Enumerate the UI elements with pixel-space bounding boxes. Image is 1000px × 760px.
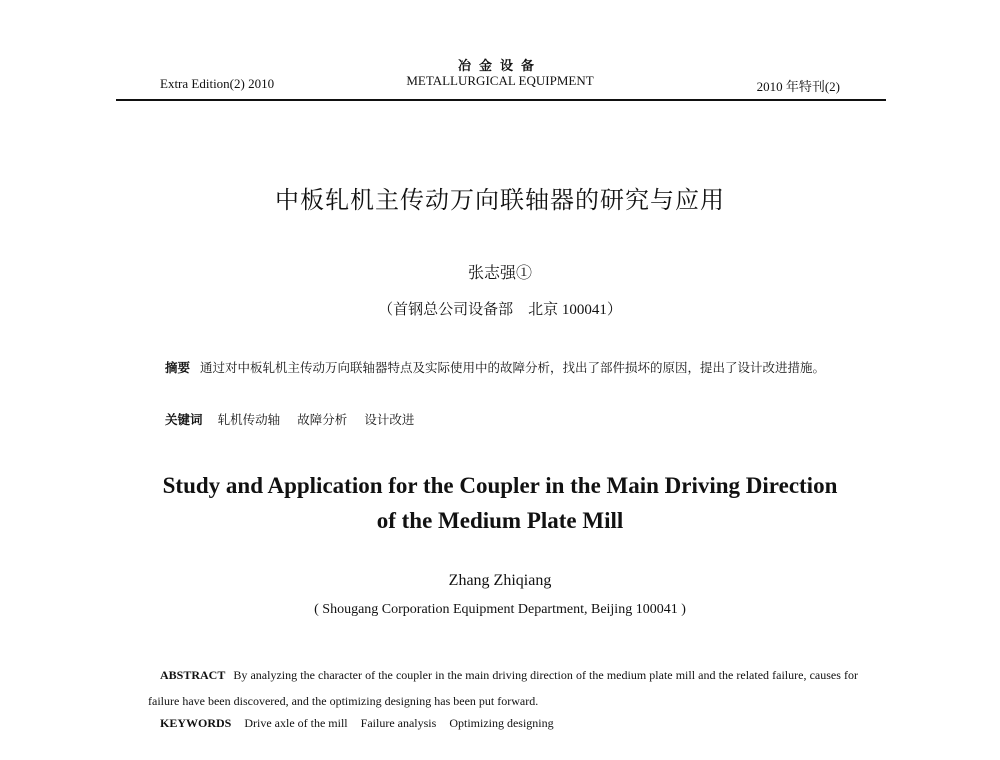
en-title-line1: Study and Application for the Coupler in the Main Driving Direction (162, 473, 838, 498)
cn-abstract-label: 摘要 (165, 361, 191, 375)
cn-title: 中板轧机主传动万向联轴器的研究与应用 (275, 186, 725, 214)
cn-keywords-label: 关键词 (165, 413, 203, 427)
cn-abstract (152, 358, 857, 379)
header-issue: 2010 年特刊(2) (756, 79, 840, 94)
en-keyword: Failure analysis (360, 716, 437, 730)
cn-keywords (165, 410, 428, 428)
en-abstract (148, 662, 858, 714)
journal-name-cn: 冶金设备 (457, 58, 542, 73)
en-abstract-label: ABSTRACT (160, 668, 226, 682)
cn-keyword: 故障分析 (297, 413, 348, 427)
en-author: Zhang Zhiqiang (448, 572, 552, 589)
en-title-line2: of the Medium Plate Mill (376, 508, 624, 533)
header-journal (0, 58, 1000, 88)
journal-name-en: METALLURGICAL EQUIPMENT (406, 73, 594, 88)
en-title (0, 468, 1000, 538)
cn-author: 张志强① (467, 265, 532, 282)
header-rule (116, 99, 886, 101)
en-keywords (160, 716, 564, 731)
header-edition: Extra Edition(2) 2010 (160, 76, 275, 91)
en-abstract-text: By analyzing the character of the coupler in the main driving direction of the medium plate mill and the related failure, causes for failure have been discovered, and the optimizing designing has been put forward. (148, 668, 858, 708)
en-keyword: Drive axle of the mill (244, 716, 348, 730)
en-affiliation: ( Shougang Corporation Equipment Department, Beijing 100041 ) (314, 602, 686, 617)
cn-keyword: 轧机传动轴 (217, 413, 281, 427)
en-keyword: Optimizing designing (449, 716, 554, 730)
cn-keyword: 设计改进 (364, 413, 415, 427)
en-keywords-label: KEYWORDS (160, 716, 232, 730)
cn-affiliation: （首钢总公司设备部 北京 100041） (378, 302, 622, 318)
cn-abstract-text: 通过对中板轧机主传动万向联轴器特点及实际使用中的故障分析，找出了部件损坏的原因，提出了设计改进措施。 (200, 361, 826, 375)
